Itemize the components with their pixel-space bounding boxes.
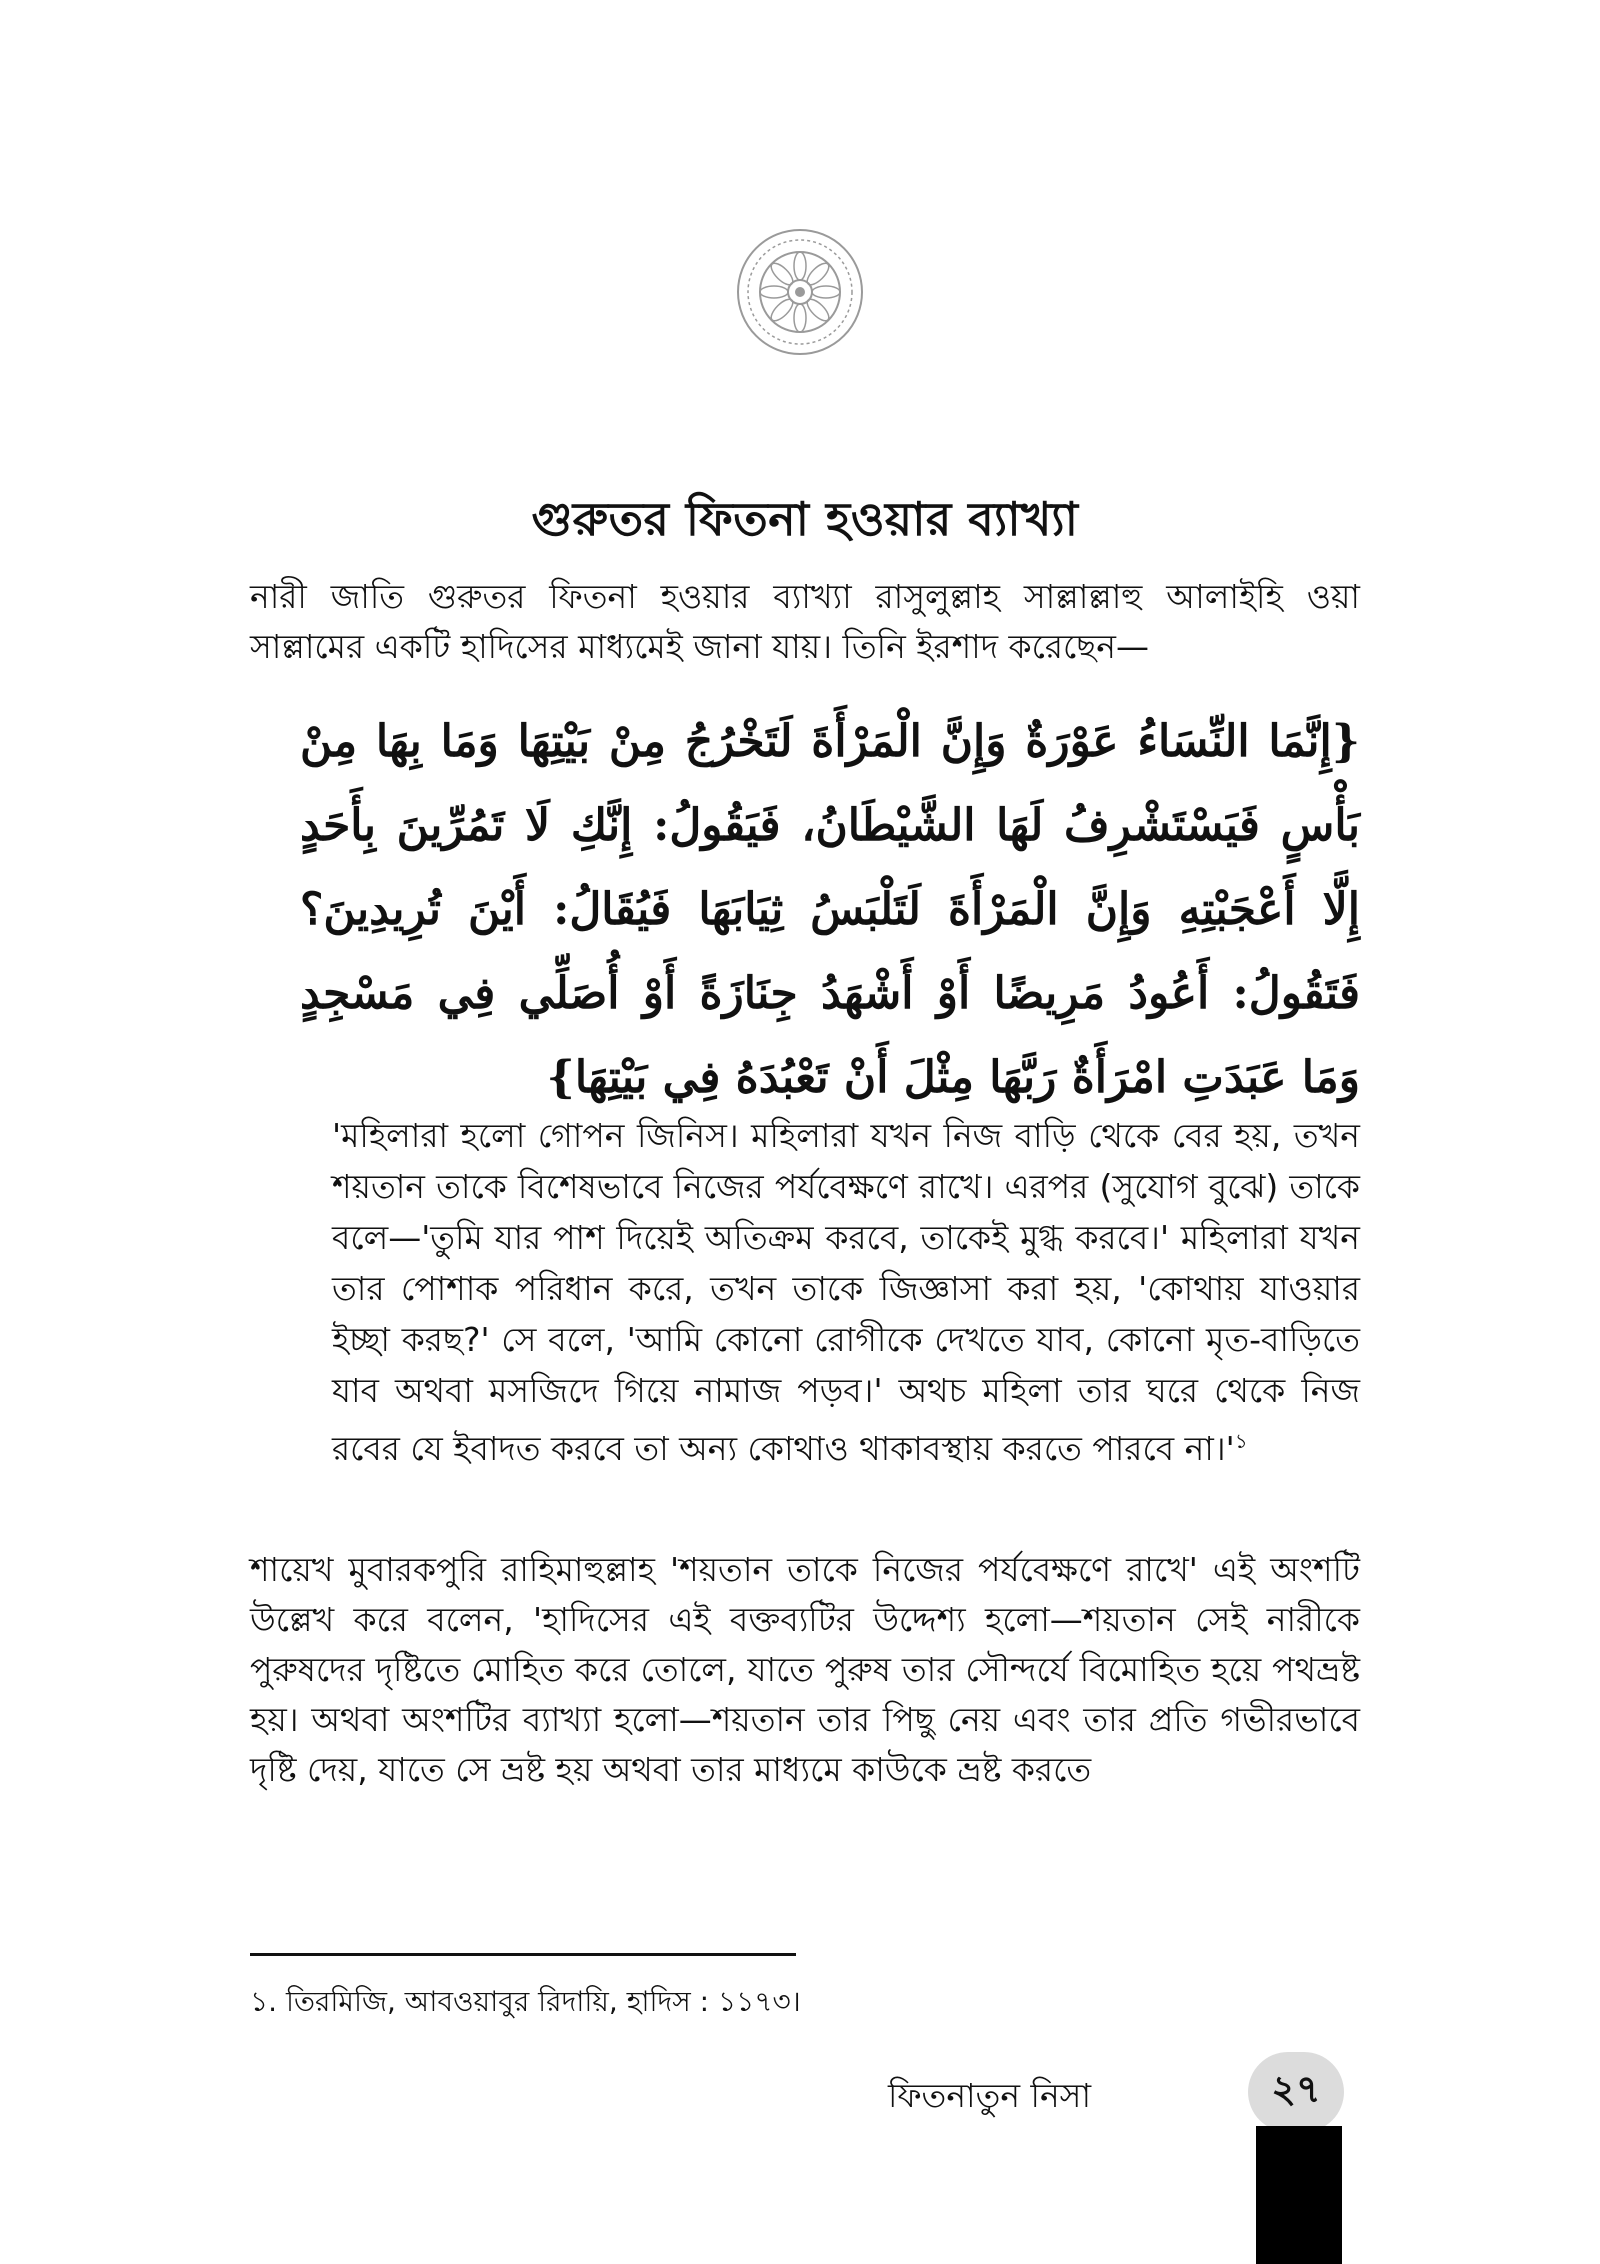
footnote-marker[interactable]: ১ <box>1234 1429 1248 1453</box>
commentary-paragraph: শায়েখ মুবারকপুরি রাহিমাহুল্লাহ 'শয়তান তাকে নিজের পর্যবেক্ষণে রাখে' এই অংশটি উল্লেখ করে বলেন, 'হাদিসের এই বক্তব্যটির উদ্দেশ্য হলো—শয়তান সেই নারীকে পুরুষদের দৃষ্টিতে মোহিত করে তোলে, যাতে পুরুষ তার সৌন্দর্যে বিমোহিত হয়ে পথভ্রষ্ট হয়। অথবা অংশটির ব্যাখ্যা হলো—শয়তান তার পিছু নেয় এবং তার প্রতি গভীরভাবে দৃষ্টি দেয়, যাতে সে ভ্রষ্ট হয় অথবা তার মাধ্যমে কাউকে ভ্রষ্ট করতে <box>250 1550 1360 1789</box>
running-title: ফিতনাতুন নিসা <box>888 2076 1092 2115</box>
page-number-badge <box>1248 2052 1344 2132</box>
footnote-divider <box>250 1953 796 1956</box>
section-heading: গুরুতর ফিতনা হওয়ার ব্যাখ্যা <box>531 492 1079 546</box>
intro-paragraph: নারী জাতি গুরুতর ফিতনা হওয়ার ব্যাখ্যা রাসুলুল্লাহ সাল্লাল্লাহু আলাইহি ওয়া সাল্লামের একটি হাদিসের মাধ্যমেই জানা যায়। তিনি ইরশাদ করেছেন— <box>250 577 1360 666</box>
hadith-translation <box>332 1110 1360 1474</box>
mandala-ornament-icon <box>736 228 864 356</box>
page-number: ২৭ <box>1271 2067 1321 2111</box>
translation-text: 'মহিলারা হলো গোপন জিনিস। মহিলারা যখন নিজ বাড়ি থেকে বের হয়, তখন শয়তান তাকে বিশেষভাবে নিজের পর্যবেক্ষণে রাখে। এরপর (সুযোগ বুঝে) তাকে বলে—'তুমি যার পাশ দিয়েই অতিক্রম করবে, তাকেই মুগ্ধ করবে।' মহিলারা যখন তার পোশাক পরিধান করে, তখন তাকে জিজ্ঞাসা করা হয়, 'কোথায় যাওয়ার ইচ্ছা করছ?' সে বলে, 'আমি কোনো রোগীকে দেখতে যাব, কোনো মৃত-বাড়িতে যাব অথবা মসজিদে গিয়ে নামাজ পড়ব।' অথচ মহিলা তার ঘরে থেকে নিজ রবের যে ইবাদত করবে তা অন্য কোথাও থাকাবস্থায় করতে পারবে না।' <box>332 1116 1360 1468</box>
page-edge-tab <box>1256 2126 1342 2264</box>
arabic-hadith-text: {إِنَّمَا النِّسَاءُ عَوْرَةٌ وَإِنَّ الْمَرْأَةَ لَتَخْرُجُ مِنْ بَيْتِهَا وَمَا بِهَا مِنْ بَأْسٍ فَيَسْتَشْرِفُ لَهَا الشَّيْطَانُ، فَيَقُولُ: إِنَّكِ لَا تَمُرِّينَ بِأَحَدٍ إِلَّا أَعْجَبْتِهِ وَإِنَّ الْمَرْأَةَ لَتَلْبَسُ ثِيَابَهَا فَيُقَالُ: أَيْنَ تُرِيدِينَ؟ فَتَقُولُ: أَعُودُ مَرِيضًا أَوْ أَشْهَدُ جِنَازَةً أَوْ أُصَلِّي فِي مَسْجِدٍ وَمَا عَبَدَتِ امْرَأَةٌ رَبَّهَا مِثْلَ أَنْ تَعْبُدَهُ فِي بَيْتِهَا} <box>300 716 1360 1103</box>
footnote-text: ১. তিরমিজি, আবওয়াবুর রিদায়ি, হাদিস : ১১৭৩। <box>250 1985 801 2018</box>
